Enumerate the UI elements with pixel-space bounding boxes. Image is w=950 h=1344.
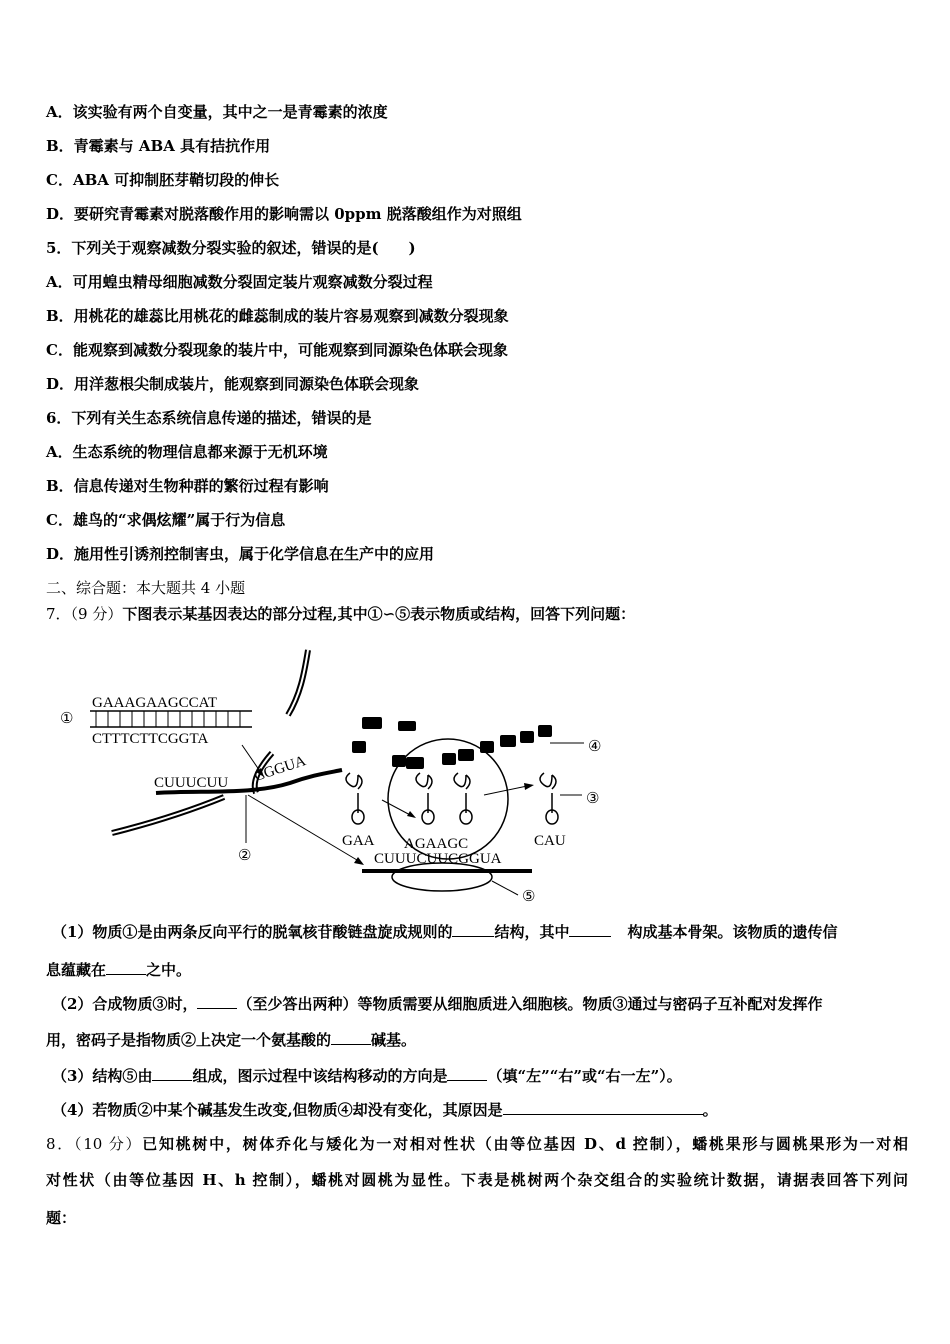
section-heading: 二、综合题：本大题共 4 小题: [46, 579, 246, 597]
q4-option-d: D．要研究青霉素对脱落酸作用的影响需以 0ppm 脱落酸组作为对照组: [46, 205, 522, 223]
q8-number: 8．（10 分）: [46, 1135, 143, 1153]
mrna-ribosome-seq: CUUUCUUCGGUA: [374, 851, 502, 867]
q7-sub2-line2: [46, 1030, 416, 1050]
q4-option-a: A．该实验有两个自变量，其中之一是青霉素的浓度: [46, 103, 388, 121]
q7-sub1-part-b: 结构，其中: [494, 923, 570, 941]
q8-line2: 对性状（由等位基因 H、h 控制），蟠桃对圆桃为显性。下表是桃树两个杂交组合的实验统计数据，请据表回答下列问: [46, 1171, 908, 1189]
q5-option-a: A．可用蝗虫精母细胞减数分裂固定装片观察减数分裂过程: [46, 273, 433, 291]
anticodon-2: AGAAGC: [404, 836, 469, 852]
q7-sub1-line2: [46, 960, 191, 980]
label-5: ⑤: [522, 889, 536, 905]
answer-blank[interactable]: [452, 922, 494, 937]
label-1: ①: [60, 711, 74, 727]
label-4: ④: [588, 739, 602, 755]
q7-sub2-part-a: （2）合成物质③时，: [52, 995, 198, 1013]
label-3: ③: [586, 791, 600, 807]
q8-line1-text: 已知桃树中，树体乔化与矮化为一对相对性状（由等位基因 D、d 控制），蟠桃果形与圆桃果形为一对相: [142, 1135, 908, 1153]
q5-option-d: D．用洋葱根尖制成装片，能观察到同源染色体联会现象: [46, 375, 420, 393]
q7-sub1-part-e: 之中。: [146, 961, 192, 979]
q6-option-d: D．施用性引诱剂控制害虫，属于化学信息在生产中的应用: [46, 545, 435, 563]
q7-stem: [46, 604, 635, 624]
mrna-curl-seq: CGGUA: [252, 753, 308, 785]
answer-blank[interactable]: [106, 960, 146, 975]
q7-sub1-part-d: 息蕴藏在: [46, 961, 107, 979]
q7-number: 7．（9 分）: [46, 605, 123, 623]
q7-sub4-part-a: （4）若物质②中某个碱基发生改变,但物质④却没有变化，其原因是: [52, 1101, 503, 1119]
gene-expression-diagram: [52, 645, 612, 905]
q8-line3: 题：: [46, 1209, 77, 1227]
q7-sub4-part-b: 。: [702, 1101, 718, 1119]
q7-sub2-part-d: 碱基。: [371, 1031, 417, 1049]
answer-blank[interactable]: [197, 994, 237, 1009]
q7-sub3-part-b: 组成，图示过程中该结构移动的方向是: [192, 1067, 448, 1085]
q7-stem-text: 下图表示某基因表达的部分过程,其中①∽⑤表示物质或结构，回答下列问题：: [122, 605, 636, 623]
q7-sub4: [52, 1100, 718, 1120]
q6-option-c: C．雄鸟的“求偶炫耀”属于行为信息: [46, 511, 286, 529]
label-2: ②: [238, 848, 252, 864]
q7-sub1-part-a: （1）物质①是由两条反向平行的脱氧核苷酸链盘旋成规则的: [52, 923, 453, 941]
q7-sub2-part-c: 用，密码子是指物质②上决定一个氨基酸的: [46, 1031, 332, 1049]
q7-sub3-part-a: （3）结构⑤由: [52, 1067, 153, 1085]
q7-sub2-part-b: （至少答出两种）等物质需要从细胞质进入细胞核。物质③通过与密码子互补配对发挥作: [237, 995, 823, 1013]
answer-blank[interactable]: [152, 1066, 192, 1081]
q6-stem: 6．下列有关生态系统信息传递的描述，错误的是: [46, 409, 372, 427]
dna-top-strand: GAAAGAAGCCAT: [92, 695, 218, 711]
q4-option-c: C．ABA 可抑制胚芽鞘切段的伸长: [46, 171, 280, 189]
answer-blank[interactable]: [447, 1066, 487, 1081]
q7-sub1-part-c: 构成基本骨架。该物质的遗传信: [627, 923, 838, 941]
q5-stem: 5．下列关于观察减数分裂实验的叙述，错误的是( ): [46, 239, 416, 257]
q7-sub1-line1: [52, 922, 837, 942]
q4-option-b: B．青霉素与 ABA 具有拮抗作用: [46, 137, 271, 155]
mrna-left-seq: CUUUCUU: [154, 775, 229, 791]
q5-option-b: B．用桃花的雄蕊比用桃花的雌蕊制成的装片容易观察到减数分裂现象: [46, 307, 509, 325]
answer-blank[interactable]: [331, 1030, 371, 1045]
answer-blank[interactable]: [569, 922, 611, 937]
q8-line1: [46, 1134, 908, 1154]
anticodon-3: CAU: [534, 833, 566, 849]
q7-sub2-line1: [52, 994, 822, 1014]
q5-option-c: C．能观察到减数分裂现象的装片中，可能观察到同源染色体联会现象: [46, 341, 508, 359]
q6-option-b: B．信息传递对生物种群的繁衍过程有影响: [46, 477, 329, 495]
answer-blank[interactable]: [503, 1100, 703, 1115]
q6-option-a: A．生态系统的物理信息都来源于无机环境: [46, 443, 328, 461]
anticodon-1: GAA: [342, 833, 375, 849]
q7-sub3-part-c: （填“左”“右”或“右一左”）。: [487, 1067, 682, 1085]
dna-bottom-strand: CTTTCTTCGGTA: [92, 731, 209, 747]
q7-sub3: [52, 1066, 682, 1086]
